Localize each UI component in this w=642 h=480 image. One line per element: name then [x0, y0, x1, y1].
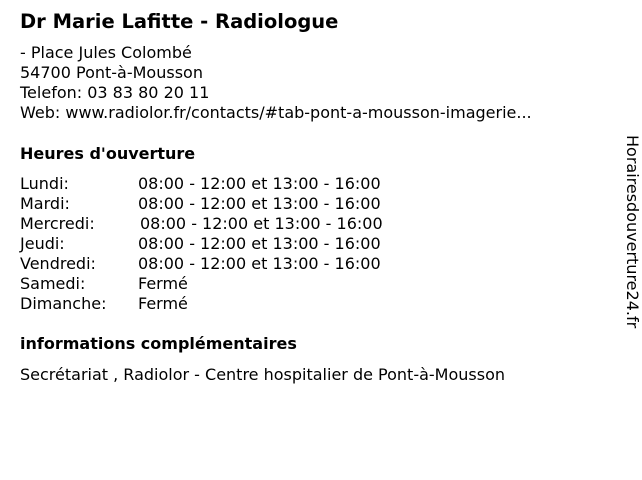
page-title: Dr Marie Lafitte - Radiologue	[20, 10, 339, 33]
phone-number[interactable]: Telefon: 03 83 80 20 11	[20, 83, 210, 102]
address-block	[20, 43, 532, 123]
time-value: 08:00 - 12:00 et 13:00 - 16:00	[138, 254, 381, 273]
side-brand: Horairesdouverture24.fr	[623, 135, 642, 329]
info-text: Secrétariat , Radiolor - Centre hospitalier de Pont-à-Mousson	[20, 365, 506, 384]
time-value: 08:00 - 12:00 et 13:00 - 16:00	[138, 194, 381, 213]
day-label: Vendredi:	[20, 254, 96, 273]
time-value: Fermé	[138, 274, 188, 293]
city-address: 54700 Pont-à-Mousson	[20, 63, 203, 82]
day-label: Samedi:	[20, 274, 86, 293]
day-label: Jeudi:	[20, 234, 65, 253]
day-label: Dimanche:	[20, 294, 107, 313]
hours-heading: Heures d'ouverture	[20, 144, 196, 163]
time-value: 08:00 - 12:00 et 13:00 - 16:00	[140, 214, 383, 233]
time-value: 08:00 - 12:00 et 13:00 - 16:00	[138, 234, 381, 253]
website-link[interactable]: Web: www.radiolor.fr/contacts/#tab-pont-a-mousson-imagerie...	[20, 103, 532, 122]
day-label: Mardi:	[20, 194, 70, 213]
time-value: Fermé	[138, 294, 188, 313]
time-value: 08:00 - 12:00 et 13:00 - 16:00	[138, 174, 381, 193]
day-label: Lundi:	[20, 174, 69, 193]
street-address: - Place Jules Colombé	[20, 43, 192, 62]
info-heading: informations complémentaires	[20, 334, 297, 353]
day-label: Mercredi:	[20, 214, 95, 233]
